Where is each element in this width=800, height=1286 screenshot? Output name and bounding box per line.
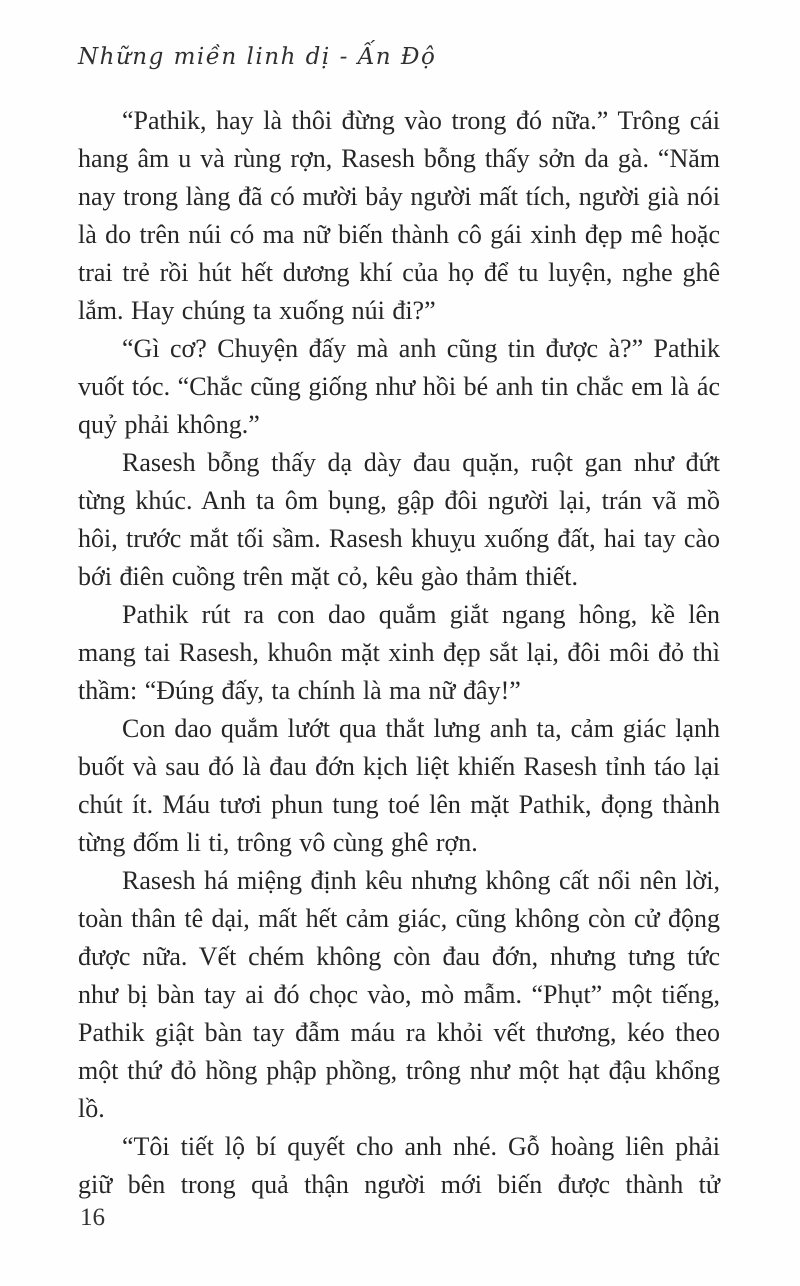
page-number: 16 [80,1204,105,1231]
paragraph: Con dao quắm lướt qua thắt lưng anh ta, cảm giác lạnh buốt và sau đó là đau đớn kịch liệt khiến Rasesh tỉnh táo lại chút ít. Máu tươi phun tung toé lên mặt Pathik, đọng thành từng đốm li ti, trông vô cùng ghê rợn. [78,714,720,857]
paragraph: “Gì cơ? Chuyện đấy mà anh cũng tin được à?” Pathik vuốt tóc. “Chắc cũng giống như hồi bé anh tin chắc em là ác quỷ phải không.” [78,334,720,439]
paragraph: Rasesh há miệng định kêu nhưng không cất nổi nên lời, toàn thân tê dại, mất hết cảm giác, cũng không còn cử động được nữa. Vết chém không còn đau đớn, nhưng tưng tức như bị bàn tay ai đó chọc vào, mò mẫm. “Phụt” một tiếng, Pathik giật bàn tay đẫm máu ra khỏi vết thương, kéo theo một thứ đỏ hồng phập phồng, trông như một hạt đậu khổng lồ. [78,866,720,1123]
body-text [78,102,720,1204]
paragraph: Rasesh bỗng thấy dạ dày đau quặn, ruột gan như đứt từng khúc. Anh ta ôm bụng, gập đôi người lại, trán vã mồ hôi, trước mắt tối sầm. Rasesh khuỵu xuống đất, hai tay cào bới điên cuồng trên mặt cỏ, kêu gào thảm thiết. [78,448,720,591]
paragraph: “Pathik, hay là thôi đừng vào trong đó nữa.” Trông cái hang âm u và rùng rợn, Rasesh bỗng thấy sởn da gà. “Năm nay trong làng đã có mười bảy người mất tích, người già nói là do trên núi có ma nữ biến thành cô gái xinh đẹp mê hoặc trai trẻ rồi hút hết dương khí của họ để tu luyện, nghe ghê lắm. Hay chúng ta xuống núi đi?” [78,106,720,325]
running-header: Những miền linh dị - Ấn Độ [78,44,437,70]
paragraph-continued: “Tôi tiết lộ bí quyết cho anh nhé. Gỗ hoàng liên phải giữ bên trong quả thận người mới biến được thành tử [78,1132,720,1199]
paragraph: Pathik rút ra con dao quắm giắt ngang hông, kề lên mang tai Rasesh, khuôn mặt xinh đẹp sắt lại, đôi môi đỏ thì thầm: “Đúng đấy, ta chính là ma nữ đây!” [78,600,720,705]
